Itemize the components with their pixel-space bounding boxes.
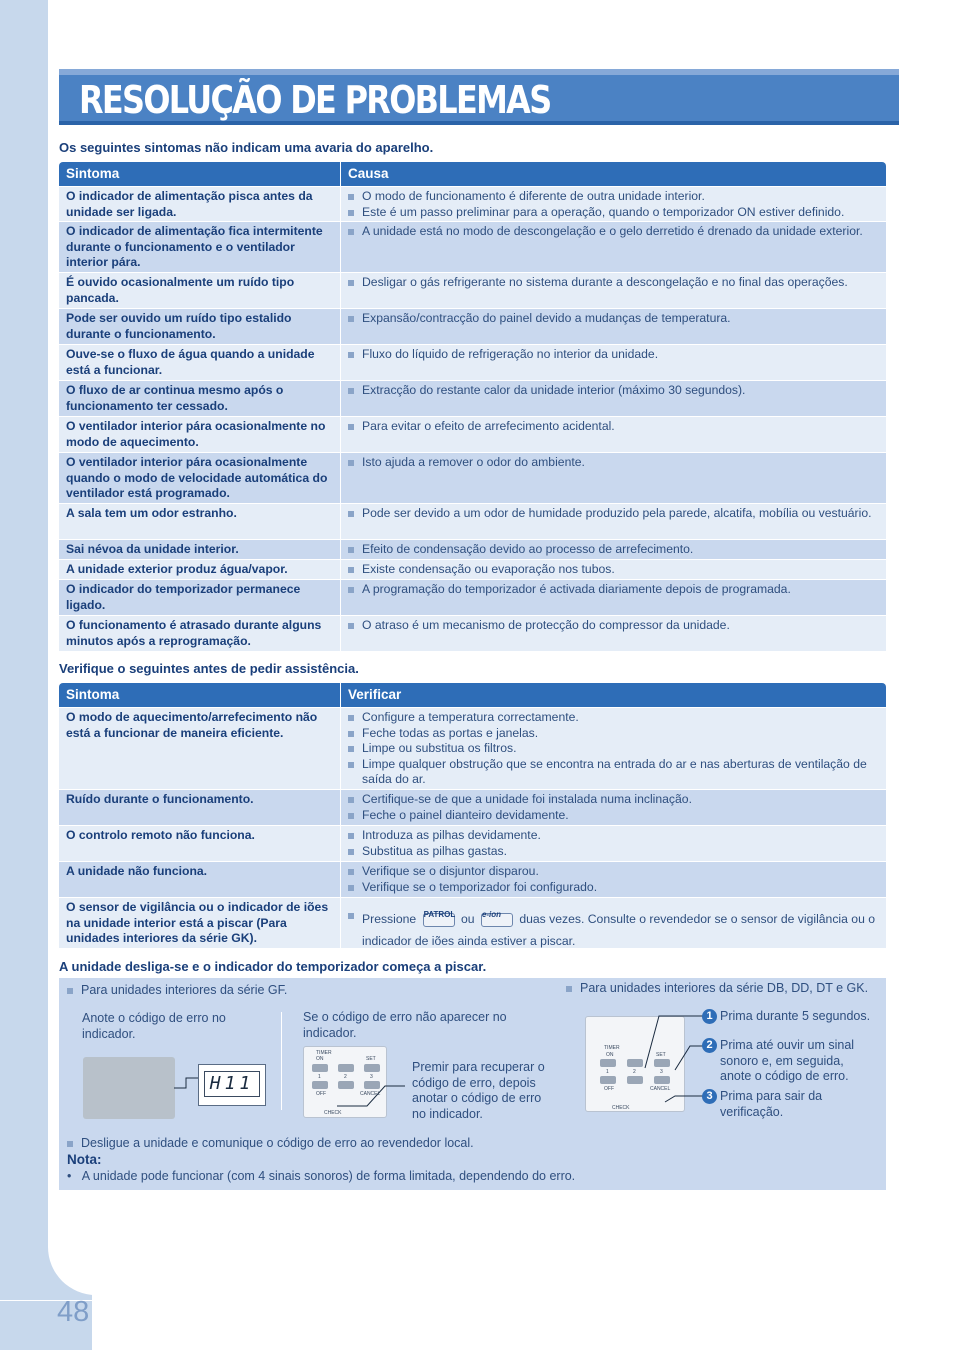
bullet-item: [348, 741, 879, 757]
bullet-text: Limpe ou substitua os filtros.: [362, 741, 517, 755]
bullet-item: [348, 618, 879, 634]
symptom-cell: Ouve-se o fluxo de água quando a unidade está a funcionar.: [66, 347, 315, 377]
remote-label-set: SET: [366, 1056, 376, 1062]
symptom-cell: Sai névoa da unidade interior.: [66, 542, 239, 556]
bullet-item: [348, 880, 879, 896]
table-row: [59, 272, 886, 308]
remote-label-set: SET: [656, 1052, 666, 1058]
col-sintoma: Sintoma: [66, 166, 120, 181]
check-post-text: duas vezes. Consulte o revendedor se o sensor de vigilância ou o indicador de iões ainda estiver a piscar.: [362, 912, 876, 948]
remote-label-timer: TIMER: [316, 1050, 332, 1056]
bullet-item: [348, 757, 879, 788]
bullet-text: Certifique-se de que a unidade foi instalada numa inclinação.: [362, 792, 692, 806]
table-row: [59, 308, 886, 344]
symptoms-table-header: [59, 162, 886, 186]
symptom-cell: O indicador de alimentação fica intermitente durante o funcionamento e o ventilador interior pára.: [66, 224, 323, 269]
table-row: [59, 416, 886, 452]
symptom-cell: Pode ser ouvido um ruído tipo estalido durante o funcionamento.: [66, 311, 292, 341]
bullet-text: Verifique se o disjuntor disparou.: [362, 864, 539, 878]
page-number: 48: [57, 1296, 90, 1328]
panel-divider: [281, 1012, 282, 1110]
eion-button-icon: [481, 909, 513, 927]
remote-label-2: 2: [344, 1074, 347, 1080]
remote-label-check: CHECK: [324, 1110, 342, 1116]
cause-cell: [340, 580, 886, 615]
note-record-code: Anote o código de erro no indicador.: [82, 1011, 226, 1041]
table-row: [59, 186, 886, 221]
error-code-display: H11: [204, 1071, 260, 1097]
col-sintoma: Sintoma: [66, 687, 120, 702]
bullet-text: Pode ser devido a um odor de humidade produzido pela parede, alcatifa, mobília ou vestuário.: [362, 506, 872, 520]
dbddtgk-series-title: Para unidades interiores da série DB, DD, DT e GK.: [580, 981, 869, 995]
remote-label-on: ON: [606, 1052, 614, 1058]
section3-heading: A unidade desliga-se e o indicador do temporizador começa a piscar.: [59, 959, 487, 974]
pointer-arrow-icon: [174, 1073, 200, 1103]
bullet-icon: [348, 460, 354, 466]
bullet-icon: [348, 913, 354, 919]
check-table-body: [59, 707, 886, 948]
cause-cell: [340, 417, 886, 452]
bullet-icon: [348, 424, 354, 430]
remote-label-3: 3: [370, 1074, 373, 1080]
cause-cell: [340, 222, 886, 272]
nota-item: • A unidade pode funcionar (com 4 sinais sonoros) de forma limitada, dependendo do erro.: [67, 1169, 576, 1183]
symptom-cell: A unidade exterior produz água/vapor.: [66, 562, 288, 576]
symptom-cell: O fluxo de ar continua mesmo após o funcionamento ter cessado.: [66, 383, 284, 413]
bullet-text: Efeito de condensação devido ao processo de arrefecimento.: [362, 542, 694, 556]
check-cell: [340, 708, 886, 789]
bullet-item: [348, 419, 879, 435]
cause-cell: [340, 273, 886, 308]
cause-cell: [340, 187, 886, 221]
pointer-arrow-icon: [337, 1082, 407, 1122]
bullet-text: [362, 908, 879, 952]
check-pre-text: Pressione: [362, 912, 417, 926]
bullet-text: O atraso é um mecanismo de protecção do compressor da unidade.: [362, 618, 730, 632]
remote-label-off: OFF: [604, 1086, 614, 1092]
pointer-lines-icon: [615, 1008, 715, 1108]
check-cell: [340, 862, 886, 897]
bullet-item: [348, 275, 879, 291]
symptom-cell: O funcionamento é atrasado durante alguns minutos após a reprogramação.: [66, 618, 322, 648]
bullet-text: Limpe qualquer obstrução que se encontra na entrada do ar e nas aberturas de ventilação de saída do ar.: [362, 756, 867, 786]
bullet-text: Expansão/contracção do painel devido a mudanças de temperatura.: [362, 311, 731, 325]
symptom-cell: O sensor de vigilância ou o indicador de iões na unidade interior está a piscar (Para unidades interiores da série GK).: [66, 900, 329, 945]
remote-key: [364, 1064, 380, 1072]
bullet-item: [348, 205, 879, 221]
symptom-cell: A unidade não funciona.: [66, 864, 208, 878]
bullet-icon: [348, 194, 354, 200]
title-bar: [59, 69, 899, 125]
bullet-item: [348, 189, 879, 205]
bullet-icon: [348, 210, 354, 216]
bullet-text: A unidade está no modo de descongelação e o gelo derretido é drenado da unidade exterior.: [362, 224, 863, 238]
symptoms-table: [59, 162, 886, 651]
bullet-text: A programação do temporizador é activada diariamente depois de programada.: [362, 582, 791, 596]
remote-label-check: CHECK: [612, 1105, 630, 1111]
bullet-text: Este é um passo preliminar para a operação, quando o temporizador ON estiver definido.: [362, 204, 845, 219]
bullet-icon: [348, 715, 354, 721]
bullet-icon: [67, 988, 73, 994]
section2-heading: Verifique o seguintes antes de pedir assistência.: [59, 661, 359, 676]
col-verificar: Verificar: [340, 683, 886, 707]
bullet-text: Isto ajuda a remover o odor do ambiente.: [362, 455, 585, 469]
bullet-item: [348, 506, 879, 522]
bullet-item: [348, 562, 879, 578]
bullet-item: [348, 224, 879, 240]
bullet-item: [348, 347, 879, 363]
bullet-item: [348, 792, 879, 808]
check-cell: [340, 898, 886, 948]
check-table: [59, 683, 886, 948]
bullet-text: Para evitar o efeito de arrefecimento acidental.: [362, 419, 615, 433]
table-row: [59, 559, 886, 579]
note-recover-code: Premir para recuperar o código de erro, depois anotar o código de erro no indicador.: [412, 1060, 545, 1121]
table-row: [59, 221, 886, 272]
bullet-text: Substitua as pilhas gastas.: [362, 843, 507, 858]
step-number-3: 3: [702, 1089, 717, 1104]
bullet-icon: [348, 731, 354, 737]
bullet-icon: [67, 1141, 73, 1147]
check-cell: [340, 790, 886, 825]
bullet-icon: [348, 813, 354, 819]
bullet-icon: [348, 869, 354, 875]
col-causa: Causa: [340, 162, 886, 186]
gf-series-item: [67, 983, 287, 999]
patrol-button-icon: [423, 909, 456, 927]
eion-label: e-ion: [481, 909, 502, 919]
bullet-icon: [348, 762, 354, 768]
table-row: [59, 861, 886, 897]
remote-key: [600, 1076, 616, 1084]
table-row: [59, 615, 886, 651]
table-row: [59, 452, 886, 503]
symptom-cell: O indicador de alimentação pisca antes da unidade ser ligada.: [66, 189, 313, 219]
step-1-text: Prima durante 5 segundos.: [720, 1009, 871, 1023]
bullet-item: [348, 710, 879, 726]
bullet-text: Extracção do restante calor da unidade interior (máximo 30 segundos).: [362, 383, 746, 397]
bullet-icon: [348, 511, 354, 517]
section1-heading: Os seguintes sintomas não indicam uma avaria do aparelho.: [59, 140, 434, 155]
bullet-icon: [348, 833, 354, 839]
bullet-icon: [348, 849, 354, 855]
table-row: [59, 539, 886, 559]
bullet-item: [348, 311, 879, 327]
bullet-text: Configure a temperatura correctamente.: [362, 710, 579, 724]
bullet-icon: [348, 280, 354, 286]
bullet-icon: [348, 797, 354, 803]
cause-cell: [340, 309, 886, 344]
symptom-cell: A sala tem um odor estranho.: [66, 506, 237, 520]
table-row: [59, 503, 886, 539]
step-number-1: 1: [702, 1009, 717, 1024]
note-no-code: Se o código de erro não aparecer no indicador.: [303, 1010, 507, 1040]
check-cell: [340, 826, 886, 861]
symptom-cell: O indicador do temporizador permanece ligado.: [66, 582, 301, 612]
cause-cell: [340, 453, 886, 503]
cause-cell: [340, 345, 886, 380]
cause-cell: [340, 560, 886, 579]
page-title: RESOLUÇÃO DE PROBLEMAS: [79, 78, 551, 122]
remote-label-cancel: CANCEL: [650, 1086, 671, 1092]
symptom-cell: O ventilador interior pára ocasionalmente no modo de aquecimento.: [66, 419, 326, 449]
nota-label: Nota:: [67, 1152, 102, 1167]
bullet-text: O modo de funcionamento é diferente de outra unidade interior.: [362, 189, 705, 203]
bullet-item: [348, 582, 879, 598]
error-display-illustration: [198, 1064, 266, 1106]
bullet-icon: [348, 352, 354, 358]
table-row: [59, 789, 886, 825]
remote-label-cancel: CANCEL: [360, 1091, 381, 1097]
bullet-icon: [348, 567, 354, 573]
check-table-header: [59, 683, 886, 707]
remote-key: [600, 1059, 616, 1067]
bullet-icon: [348, 316, 354, 322]
bullet-icon: [348, 885, 354, 891]
bullet-item: [348, 864, 879, 880]
bullet-icon: [348, 229, 354, 235]
table-row: [59, 825, 886, 861]
bullet-item: [348, 455, 879, 471]
cause-cell: [340, 504, 886, 539]
nota-text: A unidade pode funcionar (com 4 sinais sonoros) de forma limitada, dependendo do erro.: [81, 1169, 576, 1183]
remote-label-1: 1: [318, 1074, 321, 1080]
bullet-text: Introduza as pilhas devidamente.: [362, 828, 541, 842]
bullet-item: [348, 383, 879, 399]
table-row: [59, 344, 886, 380]
bullet-text: Verifique se o temporizador foi configurado.: [362, 879, 598, 894]
bullet-text: Feche todas as portas e janelas.: [362, 725, 539, 740]
remote-label-timer: TIMER: [604, 1045, 620, 1051]
remote-label-on: ON: [316, 1056, 324, 1062]
bullet-item: [348, 808, 879, 824]
bullet-item: [348, 828, 879, 844]
bullet-icon: [566, 986, 572, 992]
remote-label-off: OFF: [316, 1091, 326, 1097]
symptom-cell: O ventilador interior pára ocasionalmente quando o modo de velocidade automática do ventilador está programado.: [66, 455, 328, 500]
error-code-panel: [59, 978, 886, 1190]
indoor-unit-illustration: [83, 1057, 175, 1119]
symptom-cell: O modo de aquecimento/arrefecimento não está a funcionar de maneira eficiente.: [66, 710, 318, 740]
cause-cell: [340, 540, 886, 559]
bullet-icon: [348, 587, 354, 593]
bullet-icon: [348, 746, 354, 752]
remote-label-2: 2: [633, 1069, 636, 1075]
bullet-item: [348, 908, 879, 952]
symptoms-table-body: [59, 186, 886, 651]
bullet-text: Fluxo do líquido de refrigeração no interior da unidade.: [362, 347, 659, 361]
check-mid-text: ou: [460, 912, 475, 926]
bullet-icon: [348, 623, 354, 629]
gf-series-title: Para unidades interiores da série GF.: [81, 983, 288, 997]
bullet-text: Existe condensação ou evaporação nos tubos.: [362, 562, 615, 576]
bullet-item: [348, 726, 879, 742]
bullet-text: Feche o painel dianteiro devidamente.: [362, 807, 569, 822]
remote-label-1: 1: [606, 1069, 609, 1075]
symptom-cell: Ruído durante o funcionamento.: [66, 792, 254, 806]
remote-key: [338, 1064, 354, 1072]
bullet-icon: [348, 388, 354, 394]
bullet-text: Desligar o gás refrigerante no sistema durante a descongelação e no final das operações.: [362, 275, 848, 289]
dbddtgk-series-item: [566, 981, 868, 997]
cause-cell: [340, 616, 886, 651]
symptom-cell: O controlo remoto não funciona.: [66, 828, 255, 842]
bullet-item: [348, 542, 879, 558]
table-row: [59, 380, 886, 416]
final-instruction-text: Desligue a unidade e comunique o código de erro ao revendedor local.: [81, 1136, 474, 1150]
table-row: [59, 707, 886, 789]
patrol-label: PATROL: [423, 909, 456, 919]
step-2-text: Prima até ouvir um sinal sonoro e, em seguida, anote o código de erro.: [720, 1038, 855, 1083]
remote-key: [312, 1064, 328, 1072]
bullet-icon: [348, 547, 354, 553]
step-number-2: 2: [702, 1038, 717, 1053]
symptom-cell: É ouvido ocasionalmente um ruído tipo pancada.: [66, 275, 295, 305]
remote-label-3: 3: [660, 1069, 663, 1075]
bullet-item: [348, 844, 879, 860]
remote-key: [312, 1081, 328, 1089]
step-3-text: Prima para sair da verificação.: [720, 1089, 823, 1119]
cause-cell: [340, 381, 886, 416]
table-row: [59, 579, 886, 615]
final-instruction: [67, 1136, 474, 1152]
table-row: [59, 897, 886, 948]
